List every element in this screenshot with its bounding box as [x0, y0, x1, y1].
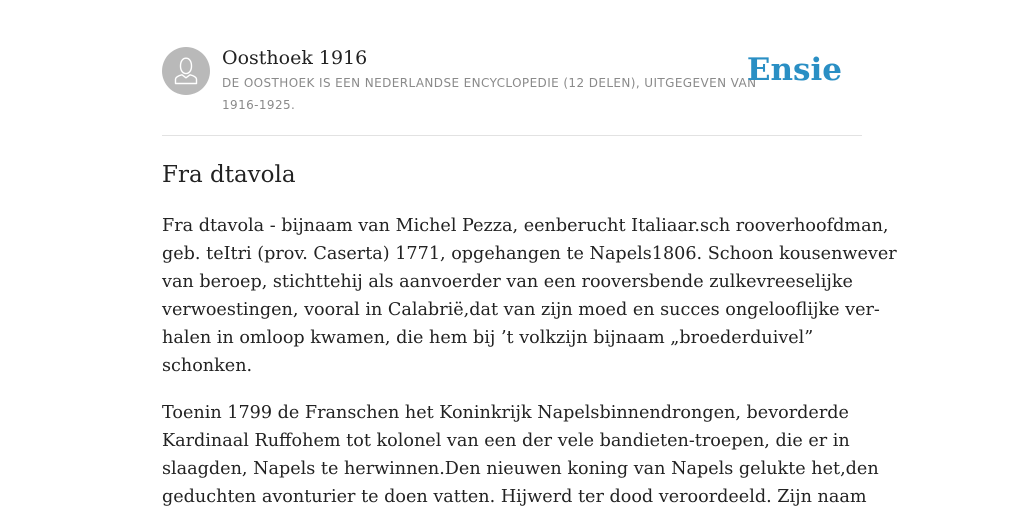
- source-title[interactable]: Oosthoek 1916: [222, 47, 368, 69]
- paragraph-line: slaagden, Napels te herwinnen.Den nieuwen koning van Napels gelukte het,den: [162, 459, 879, 479]
- paragraph-line: van beroep, stichttehij als aanvoerder van een rooversbende zulkevreeselijke: [162, 272, 853, 292]
- ensie-logo[interactable]: Ensie: [746, 52, 842, 88]
- source-header: [162, 46, 862, 136]
- avatar[interactable]: [162, 47, 210, 95]
- paragraph-line: Toenin 1799 de Franschen het Koninkrijk Napelsbinnendrongen, bevorderde: [162, 403, 849, 423]
- paragraph-line: schonken.: [162, 356, 253, 376]
- paragraph-line: Kardinaal Ruffohem tot kolonel van een der vele bandieten-troepen, die er in: [162, 431, 850, 451]
- paragraph-line: verwoestingen, vooral in Calabrië,dat van zijn moed en succes ongelooflijke ver-: [162, 300, 880, 320]
- user-avatar-icon: [162, 47, 210, 95]
- paragraph-line: Fra dtavola - bijnaam van Michel Pezza, eenberucht Italiaar.sch rooverhoofdman,: [162, 216, 889, 236]
- article-paragraph: [162, 399, 882, 511]
- source-description: DE OOSTHOEK IS EEN NEDERLANDSE ENCYCLOPEDIE (12 DELEN), UITGEGEVEN VAN 1916-1925.: [222, 76, 757, 112]
- paragraph-line: geduchten avonturier te doen vatten. Hijwerd ter dood veroordeeld. Zijn naam: [162, 487, 867, 507]
- article-body: [162, 212, 897, 512]
- paragraph-line: halen in omloop kwamen, die hem bij ’t volkzijn bijnaam „broederduivel”: [162, 328, 814, 348]
- page-title: Fra dtavola: [162, 162, 296, 188]
- paragraph-line: geb. teItri (prov. Caserta) 1771, opgehangen te Napels1806. Schoon kousenwever: [162, 244, 897, 264]
- article-paragraph: [162, 212, 897, 380]
